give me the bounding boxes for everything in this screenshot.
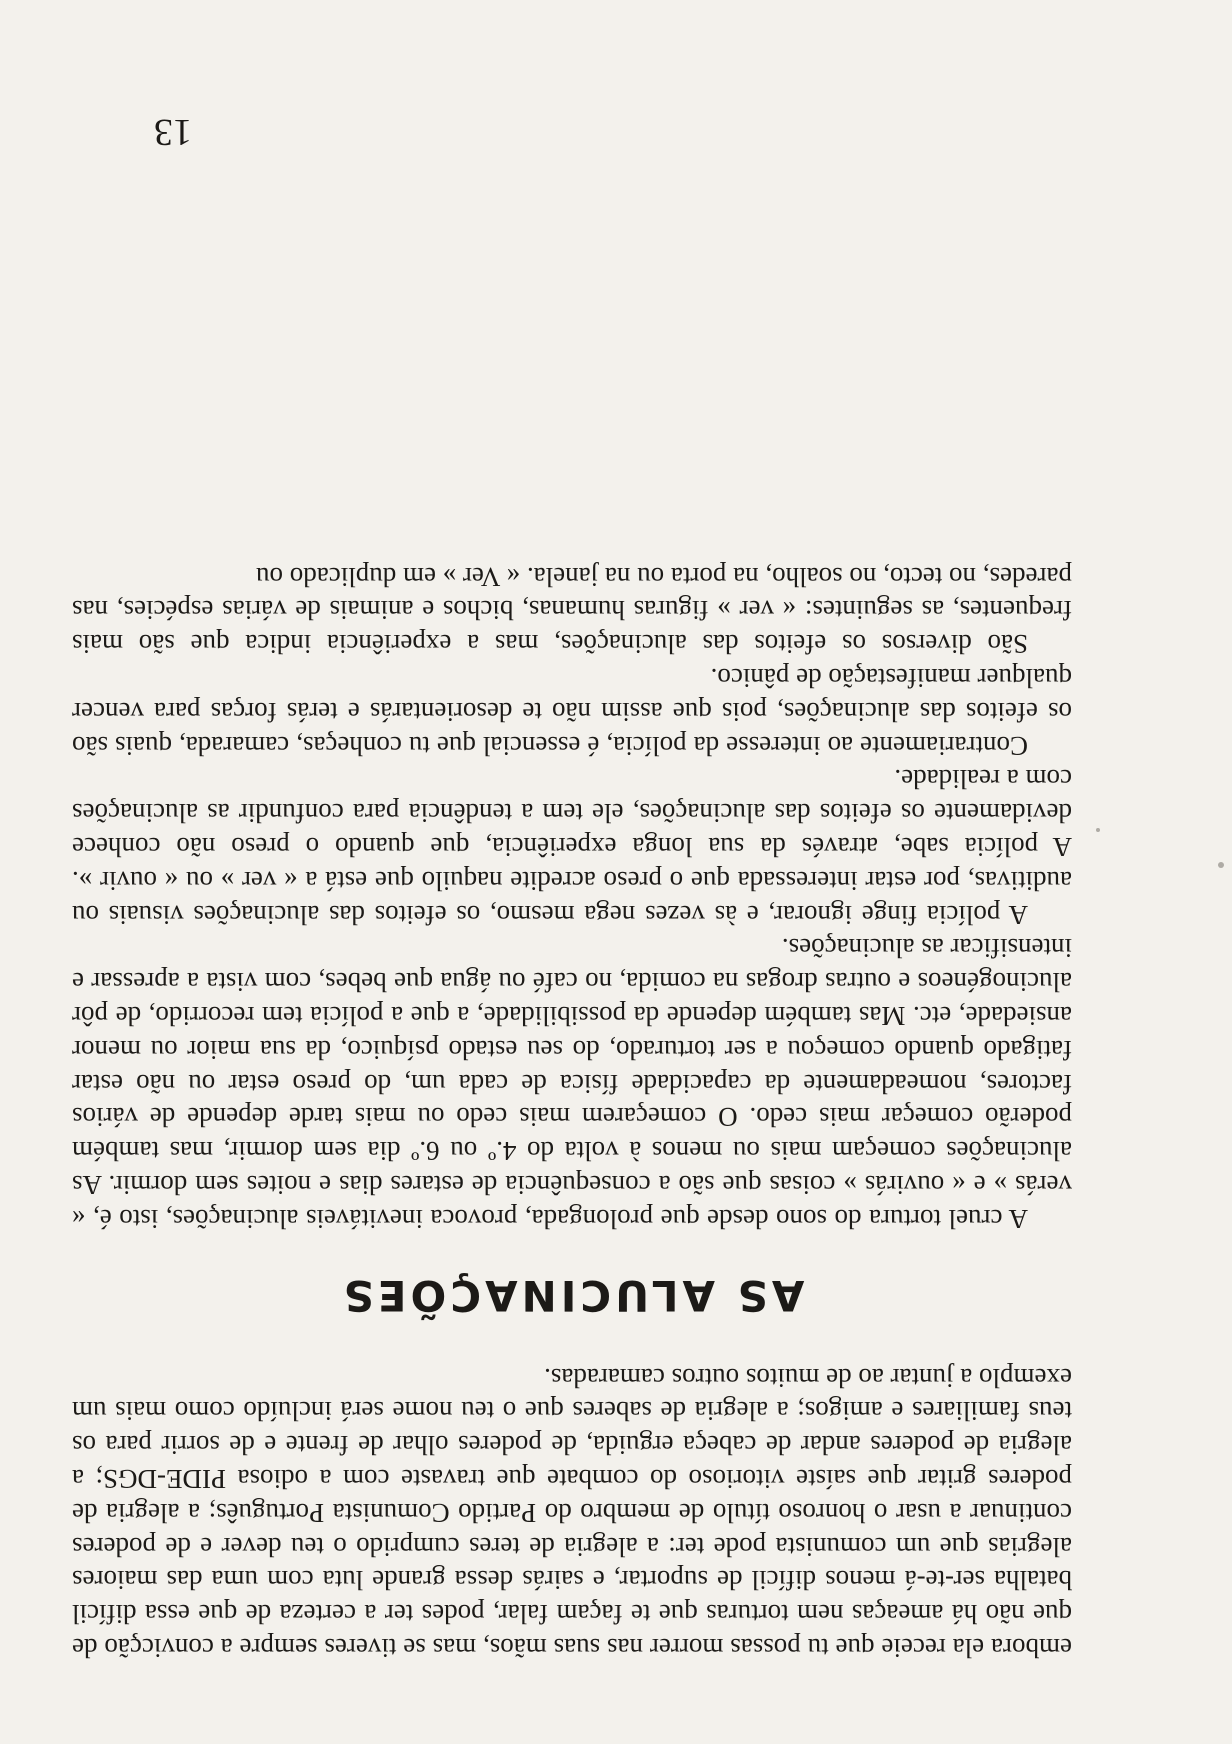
- paragraph-2: A polícia finge ignorar, e às vezes nega mesmo, os efeitos das alucinações visuais ou auditivas, por estar interessada que o preso acredite naquilo que está a « ver » ou « ouvir ». A polícia sabe, através da sua longa experiência, que quando o preso não conhece devidamente os efeitos das alucinações, ele tem a tendência para confundir as alucinações com a realidade.: [72, 764, 1072, 930]
- paragraph-3: Contrariamente ao interesse da polícia, é essencial que tu conheças, camarada, quais são os efeitos das alucinações, pois que assim não te desorientarás e terás forças para vencer qualquer manifestação de pânico.: [72, 663, 1072, 761]
- page-number: 13: [154, 111, 192, 153]
- section-heading: AS ALUCINAÇÕES: [339, 1270, 805, 1320]
- page-content: [72, 559, 1072, 1664]
- paragraph-1: A cruel tortura do sono desde que prolongada, provoca inevitáveis alucinações, isto é, « verás » e « ouvirás » coisas que são a consequência de estares dias e noites sem dormir. As alucinações começam mais ou menos à volta do 4.º ou 6.º dia sem dormir, mas também poderão começar mais cedo. O começarem mais cedo ou mais tarde depende de vários factores, nomeadamente da capacidade física de cada um, do preso estar ou não estar fatigado quando começou a ser torturado, do seu estado psíquico, da sua maior ou menor ansiedade, etc. Mas também depende da possibilidade, a que a polícia tem recorrido, de pôr alucinogéneos e outras drogas na comida, no café ou água que bebes, com vista a apressar e intensificar as alucinações.: [72, 933, 1072, 1234]
- paragraph-4: São diversos os efeitos das alucinações, mas a experiência indica que são mais frequentes, as seguintes: « ver » figuras humanas, bichos e animais de várias espécies, nas paredes, no tecto, no soalho, na porta ou na janela. « Ver » em duplicado ou: [72, 561, 1072, 660]
- scan-speck: [1096, 828, 1100, 832]
- scan-speck: [1218, 862, 1224, 868]
- intro-paragraph: embora ela receie que tu possas morrer nas suas mãos, mas se tiveres sempre a convicção de que não há ameaças nem torturas que te façam falar, podes ter a certeza de que essa difícil batalha ser-te-á menos difícil de suportar, e sairás dessa grande luta com uma das maiores alegrias que um comunista pode ter: a alegria de teres cumprido o teu dever e de poderes continuar a usar o honroso título de membro do Partido Comunista Português; a alegria de poderes gritar que saíste vitorioso do combate que travaste com a odiosa PIDE-DGS; a alegria de poderes andar de cabeça erguida, de poderes olhar de frente e de sorrir para os teus familiares e amigos; a alegria de saberes que o teu nome será incluído como mais um exemplo a juntar ao de muitos outros camaradas.: [72, 1362, 1072, 1663]
